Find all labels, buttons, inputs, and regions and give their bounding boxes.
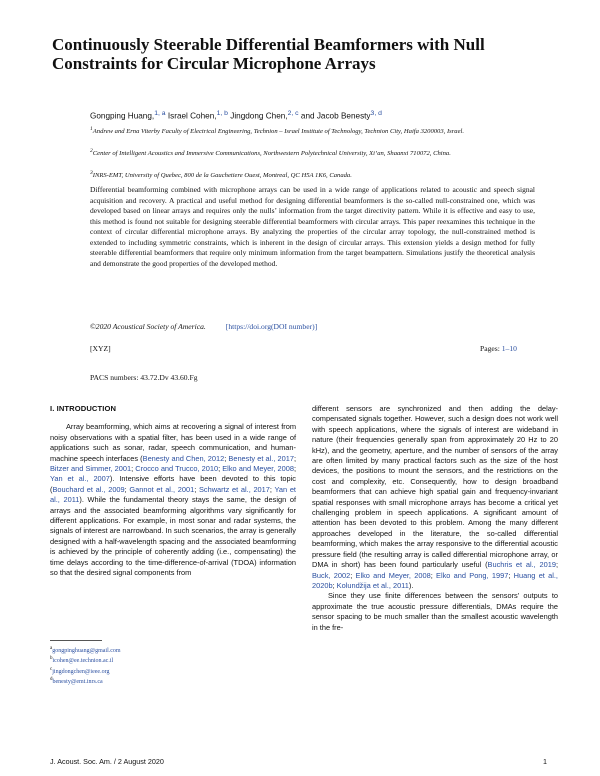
affiliation-mark: 2 bbox=[90, 148, 93, 154]
citation-link[interactable]: Benesty et al., 2017 bbox=[228, 453, 294, 463]
footnote-mark: b bbox=[50, 656, 53, 662]
author-name: Jingdong Chen, bbox=[227, 111, 288, 121]
body-text: ; bbox=[124, 484, 130, 494]
pages-label: Pages: bbox=[480, 344, 500, 353]
affiliation-mark: 1 bbox=[90, 126, 93, 132]
footnote-item bbox=[50, 666, 121, 676]
citation-link[interactable]: Buchris et al., 2019 bbox=[487, 560, 556, 570]
left-column bbox=[50, 404, 296, 579]
affiliation-text: INRS-EMT, University of Quebec, 800 de la Gauchetiere Ouest, Montreal, QC H5A 1K6, Canada. bbox=[92, 172, 352, 180]
author-name: and Jacob Benesty bbox=[298, 111, 371, 121]
citation-link[interactable]: Schwartz et al., 2017 bbox=[198, 484, 270, 494]
citation-link[interactable]: Yan et al., 2007 bbox=[50, 474, 110, 484]
body-text: ; bbox=[508, 570, 514, 580]
email-link[interactable]: benesty@emt.inrs.ca bbox=[52, 678, 103, 685]
citation-link[interactable]: Elko and Pong, 1997 bbox=[436, 570, 509, 580]
affiliation-text: Andrew and Erna Viterby Faculty of Electrical Engineering, Technion – Israel Institute of Technology, Technion City, Haifa 3200003, Israel. bbox=[92, 128, 464, 136]
footnotes bbox=[50, 645, 121, 686]
citation-link[interactable]: Benesty and Chen, 2012 bbox=[142, 453, 225, 463]
page-range bbox=[480, 344, 517, 353]
footnote-mark: c bbox=[50, 666, 53, 672]
citation-link[interactable]: Buck, 2002 bbox=[312, 570, 351, 580]
body-text: Array beamforming, which aims at recovering a signal of interest from noisy observations with a spatial filter, has been used in a wide range of applications such as sonar, radar, speech communication, and human-machine speech interfaces ( bbox=[50, 422, 296, 463]
citation-link[interactable]: Kolundžija et al., 2011 bbox=[336, 580, 409, 590]
citation-link[interactable]: Bitzer and Simmer, 2001 bbox=[50, 464, 132, 474]
intro-paragraph-2: Since they use finite differences between the sensors’ outputs to approximate the true acoustic pressure differentials, DMAs require the sensor spacing to be much smaller than the smallest acoustic wavelength in the fre- bbox=[312, 591, 558, 632]
body-text: ). bbox=[408, 580, 414, 590]
author-mark[interactable]: 1, b bbox=[216, 110, 228, 117]
doi-link[interactable]: [https://doi.org(DOI number)] bbox=[225, 322, 318, 331]
abstract-text: Differential beamforming combined with microphone arrays can be used in a wide range of applications related to acoustic and speech signal acquisition and recovery. A practical and useful method for designing differential beamformers is the so-called null-constrained one, which was developed based on linear arrays and requires only the nulls’ information from the target directivity pattern. While it is effective and easy to use, this method is found not suitable for designing steerable differential beamformers with circular arrays. This paper reexamines this technique in the context of circular differential microphone arrays. By analyzing the properties of the circular array topology, the null-constrained method is extended to including symmetric constraints, which is inherent in the design of circular arrays. This extension yields a design method for fully steerable differential beamformers that require only minimum information from the target beampattern. Simulations justify the theoretical analysis and demonstrate the good properties of the developed method. bbox=[90, 185, 535, 268]
email-link[interactable]: jingdongchen@ieee.org bbox=[52, 668, 110, 675]
pages-link[interactable]: 1–10 bbox=[501, 344, 517, 353]
affiliation-1 bbox=[90, 124, 535, 137]
abstract bbox=[90, 185, 535, 269]
citation-link[interactable]: Yan et al., 2011 bbox=[50, 484, 296, 505]
body-text: ; bbox=[218, 464, 223, 474]
body-text: ; bbox=[293, 453, 297, 463]
footnote-mark: d bbox=[50, 676, 53, 682]
intro-paragraph-1-cont bbox=[312, 404, 558, 591]
footnote-item bbox=[50, 676, 121, 686]
body-text: ). While the fundamental theory stays the same, the design of arrays and the associated beamforming algorithms vary significantly for different applications. For example, in most sonar and radar systems, the signals of interest are narrowband. In such scenarios, the array is generally designed with a half-wavelength spacing and the associated beamforming is achieved by the principle of coherently adding (i.e., compensating) the time delays according to the time-difference-of-arrival (TDOA) information so that the desired signal components from bbox=[50, 495, 297, 578]
footer-page-number: 1 bbox=[543, 757, 547, 766]
footer-journal: J. Acoust. Soc. Am. / 2 August 2020 bbox=[50, 757, 164, 766]
body-text: ; bbox=[332, 580, 337, 590]
author-mark[interactable]: 3, d bbox=[370, 110, 382, 117]
footnote-rule bbox=[50, 640, 102, 641]
pacs-numbers: PACS numbers: 43.72.Dv 43.60.Fg bbox=[90, 373, 198, 382]
copyright-line bbox=[90, 322, 535, 331]
author-name: Gongping Huang, bbox=[90, 111, 155, 121]
body-text: ; bbox=[224, 453, 229, 463]
body-text: ; bbox=[131, 464, 136, 474]
citation-link[interactable]: Elko and Meyer, 2008 bbox=[222, 464, 294, 474]
body-text: ; bbox=[194, 484, 199, 494]
email-link[interactable]: gongpinghuang@gmail.com bbox=[52, 648, 121, 654]
affiliation-3 bbox=[90, 168, 535, 181]
affiliation-2 bbox=[90, 146, 535, 159]
citation-link[interactable]: Gannot et al., 2001 bbox=[129, 484, 195, 494]
body-text: ; bbox=[555, 560, 558, 570]
affiliation-mark: 3 bbox=[90, 170, 93, 176]
affiliation-text: Center of Intelligent Acoustics and Immersive Communications, Northwestern Polytechnical University, Xi’an, Shaanxi 710072, China. bbox=[92, 150, 451, 158]
section-heading: I. INTRODUCTION bbox=[50, 404, 117, 413]
citation-link[interactable]: Crocco and Trucco, 2010 bbox=[135, 464, 219, 474]
citation-link[interactable]: Huang et al., 2020b bbox=[312, 570, 558, 590]
footnote-item bbox=[50, 645, 121, 655]
footnote-item bbox=[50, 655, 121, 665]
author-name: Israel Cohen, bbox=[165, 111, 217, 121]
citation-link[interactable]: Elko and Meyer, 2008 bbox=[355, 570, 431, 580]
footnote-mark: a bbox=[50, 646, 53, 651]
paper-title: Continuously Steerable Differential Beamformers with Null Constraints for Circular Microphone Arrays bbox=[52, 35, 485, 73]
intro-paragraph-1 bbox=[50, 422, 296, 578]
copyright-text: ©2020 Acoustical Society of America. bbox=[90, 322, 206, 331]
author-mark[interactable]: 1, a bbox=[154, 110, 166, 117]
citation-link[interactable]: Bouchard et al., 2009 bbox=[52, 484, 125, 494]
body-text: different sensors are synchronized and then adding the delay-compensated signals together. However, such a design does not work well with speech applications, where the signals of interest are wideband in nature (their frequencies generally span from approximately 20 Hz to 20 kHz), and the geometry, aperture, and the number of sensors of the array are often limited by many practical factors such as the size of the host devices, the positions to mount the sensors, and the restrictions on the cost and complexity, etc. Consequently, how to design broadband beamformers that can achieve high spatial gain and frequency-invariant spatial responses with small microphone arrays has become a critical yet challenging problem in speech applications. A significant amount of attention has been devoted to this problem. Among the many different approaches developed in the literature, the so-called differential beamforming, which makes the array responsive to the differential acoustic pressure field (the resulting array is called differential microphone array, or DMA in short) has been found particularly useful ( bbox=[312, 404, 558, 570]
article-id: [XYZ] bbox=[90, 344, 111, 353]
body-text: ; bbox=[350, 570, 356, 580]
right-column bbox=[312, 404, 558, 633]
body-text: ; bbox=[430, 570, 437, 580]
author-list bbox=[90, 110, 530, 121]
author-mark[interactable]: 2, c bbox=[287, 110, 299, 117]
body-text: ). Intensive efforts have been devoted to this topic ( bbox=[50, 474, 296, 494]
body-text: ; bbox=[269, 484, 275, 494]
body-text: ; bbox=[293, 464, 296, 474]
email-link[interactable]: icohen@ee.technion.ac.il bbox=[52, 658, 114, 665]
